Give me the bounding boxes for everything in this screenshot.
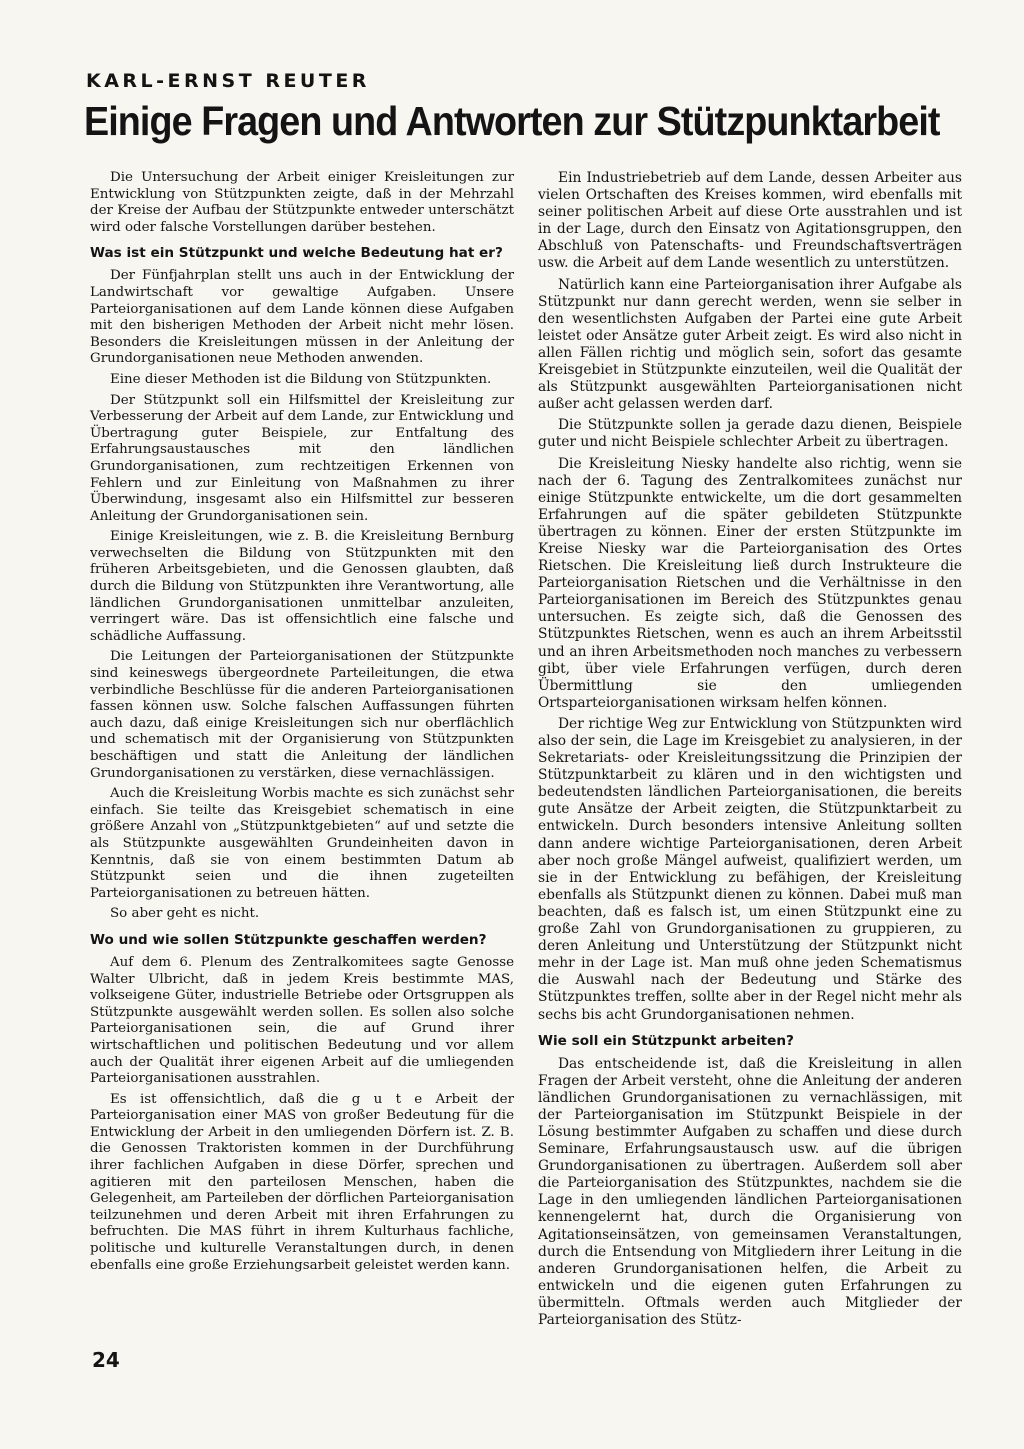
paragraph: Der Stützpunkt soll ein Hilfsmittel der Kreisleitung zur Verbesserung der Arbeit auf dem Lande, zur Entwicklung und Übertragung guter Beispiele, zur Entfaltung des Erfahrungsaustausches mit den ländlichen Grundorganisationen, zum rechtzeitigen Erkennen von Fehlern und zur Einleitung von Maßnahmen zu ihrer Überwindung, insgesamt also ein Hilfsmittel zur besseren Anleitung der Grundorganisationen sein.	[90, 392, 514, 524]
paragraph: Der richtige Weg zur Entwicklung von Stützpunkten wird also der sein, die Lage im Kreisgebiet zu analysieren, in der Sekretariats- oder Kreisleitungssitzung die Prinzipien der Stützpunktarbeit zu klären und in den wichtigsten und bedeutendsten ländlichen Parteiorganisationen, die bereits gute Ansätze der Arbeit zeigten, die Stützpunktarbeit zu entwickeln. Durch besonders intensive Anleitung sollten dann andere wichtige Parteiorganisationen, deren Arbeit aber noch große Mängel aufweist, qualifiziert werden, um sie in der Entwicklung zu befähigen, der Kreisleitung ebenfalls als Stützpunkt dienen zu können. Dabei muß man beachten, daß es falsch ist, um einen Stützpunkt eine zu große Zahl von Grundorganisationen zu gruppieren, zu deren Anleitung und Unterstützung der Stützpunkt nicht mehr in der Lage ist. Man muß ohne jeden Schematismus die Auswahl nach der Bedeutung und Stärke des Stützpunktes treffen, sollte aber in der Regel nicht mehr als sechs bis acht Grundorganisationen nehmen.	[538, 715, 962, 1023]
paragraph: Auch die Kreisleitung Worbis machte es sich zunächst sehr einfach. Sie teilte das Kreisgebiet schematisch in eine größere Anzahl von „Stützpunktgebieten“ auf und setzte die als Stützpunkte ausgewählten Grundeinheiten davon in Kenntnis, daß sie von einem bestimmten Datum ab Stützpunkt seien und die ihnen zugeteilten Parteiorganisationen zu betreuen hätten.	[90, 786, 514, 901]
paragraph: Einige Kreisleitungen, wie z. B. die Kreisleitung Bernburg verwechselten die Bildung von Stützpunkten mit den früheren Arbeitsgebieten, und die Genossen glaubten, daß durch die Bildung von Stützpunkten ihre Verantwortung, alle ländlichen Grundorganisationen unmittelbar anzuleiten, verringert wäre. Das ist offensichtlich eine falsche und schädliche Auffassung.	[90, 529, 514, 644]
author-name: KARL-ERNST REUTER	[86, 70, 370, 92]
section-heading: Wie soll ein Stützpunkt arbeiten?	[538, 1032, 794, 1049]
section-heading: Wo und wie sollen Stützpunkte geschaffen werden?	[90, 931, 487, 948]
left-column	[90, 170, 514, 1278]
paragraph: Es ist offensichtlich, daß die g u t e Arbeit der Parteiorganisation einer MAS von großer Bedeutung für die Entwicklung der Arbeit in den umliegenden Dörfern ist. Z. B. die Genossen Traktoristen kommen in der Durchführung ihrer fachlichen Aufgaben in diese Dörfer, sprechen und agitieren mit den parteilosen Menschen, haben die Gelegenheit, am Parteileben der dörflichen Parteiorganisation teilzunehmen und deren Arbeit mit ihren Erfahrungen zu befruchten. Die MAS führt in ihrem Kulturhaus fachliche, politische und kulturelle Veranstaltungen durch, in denen ebenfalls eine große Erziehungsarbeit geleistet werden kann.	[90, 1091, 514, 1273]
section-heading: Was ist ein Stützpunkt und welche Bedeutung hat er?	[90, 245, 503, 262]
paragraph: So aber geht es nicht.	[110, 906, 260, 922]
paragraph: Die Leitungen der Parteiorganisationen der Stützpunkte sind keineswegs übergeordnete Parteileitungen, die etwa verbindliche Beschlüsse für die anderen Parteiorganisationen fassen können usw. Solche falschen Auffassungen führten auch dazu, daß einige Kreisleitungen sich nur oberflächlich und schematisch mit der Organisierung von Stützpunkten beschäftigen und statt die Anleitung der ländlichen Grundorganisationen zu verstärken, diese vernachlässigen.	[90, 649, 514, 781]
page-number: 24	[92, 1348, 120, 1372]
paragraph: Der Fünfjahrplan stellt uns auch in der Entwicklung der Landwirtschaft vor gewaltige Aufgaben. Unsere Parteiorganisationen auf dem Lande können diese Aufgaben mit den bisherigen Methoden der Arbeit nicht mehr lösen. Besonders die Kreisleitungen müssen in der Anleitung der Grundorganisationen neue Methoden anwenden.	[90, 268, 514, 367]
paragraph: Die Untersuchung der Arbeit einiger Kreisleitungen zur Entwicklung von Stützpunkten zeigte, daß in der Mehrzahl der Kreise der Aufbau der Stützpunkte entweder unterschätzt wird oder falsche Vorstellungen darüber bestehen.	[90, 170, 514, 235]
paragraph: Ein Industriebetrieb auf dem Lande, dessen Arbeiter aus vielen Ortschaften des Kreises kommen, wird ebenfalls mit seiner politischen Arbeit auf diese Orte ausstrahlen und ist in der Lage, durch den Einsatz von Agitationsgruppen, den Abschluß von Patenschafts- und Freundschaftsverträgen usw. die Arbeit auf dem Lande wesentlich zu unterstützen.	[538, 170, 962, 272]
paragraph: Die Kreisleitung Niesky handelte also richtig, wenn sie nach der 6. Tagung des Zentralkomitees zunächst nur einige Stützpunkte entwickelte, um die dort gesammelten Erfahrungen auf die später gebildeten Stützpunkte übertragen zu können. Einer der ersten Stützpunkte im Kreise Niesky war die Parteiorganisation des Ortes Rietschen. Die Kreisleitung ließ durch Instrukteure die Parteiorganisation Rietschen und die Verhältnisse in den Parteiorganisationen im Bereich des Stützpunktes genau untersuchen. Es zeigte sich, daß die Genossen des Stützpunktes Rietschen, wenn es auch an ihrem Arbeitsstil und an ihren Arbeitsmethoden noch manches zu verbessern gibt, über viele Erfahrungen verfügen, durch deren Übermittlung sie den umliegenden Ortsparteiorganisationen wirksam helfen können.	[538, 455, 962, 711]
paragraph: Natürlich kann eine Parteiorganisation ihrer Aufgabe als Stützpunkt nur dann gerecht werden, wenn sie selber in den wesentlichsten Aufgaben der Partei eine gute Arbeit leistet oder Ansätze guter Arbeit zeigt. Es wird also nicht in allen Fällen richtig und möglich sein, sofort das gesamte Kreisgebiet in Stützpunkte einzuteilen, weil die Qualität der als Stützpunkt ausgewählten Parteiorganisationen nicht außer acht gelassen werden darf.	[538, 276, 962, 413]
article-headline: Einige Fragen und Antworten zur Stützpunktarbeit	[84, 98, 940, 144]
paragraph: Das entscheidende ist, daß die Kreisleitung in allen Fragen der Arbeit versteht, ohne die Anleitung der anderen ländlichen Grundorganisationen zu vernachlässigen, mit der Parteiorganisation im Stützpunkt Beispiele in der Lösung bestimmter Aufgaben zu schaffen und diese durch Seminare, Erfahrungsaustausch usw. auf die übrigen Grundorganisationen zu übertragen. Außerdem soll aber die Parteiorganisation des Stützpunktes, nachdem sie die Lage in den umliegenden ländlichen Parteiorganisationen kennengelernt hat, durch die Organisierung von Agitationseinsätzen, von gemeinsamen Veranstaltungen, durch die Entsendung von Mitgliedern ihrer Leitung in die anderen Grundorganisationen helfen, die Arbeit zu entwickeln und die eigenen guten Erfahrungen zu übermitteln. Oftmals werden auch Mitglieder der Parteiorganisation des Stütz-	[538, 1055, 962, 1328]
paragraph: Auf dem 6. Plenum des Zentralkomitees sagte Genosse Walter Ulbricht, daß in jedem Kreis bestimmte MAS, volkseigene Güter, industrielle Betriebe oder Ortsgruppen als Stützpunkte ausgewählt werden sollen. Es sollen also solche Parteiorganisationen sein, die auf Grund ihrer wirtschaftlichen und politischen Bedeutung und vor allem auch der Qualität ihrer eigenen Arbeit auf die umliegenden Parteiorganisationen ausstrahlen.	[90, 954, 514, 1087]
right-column	[538, 170, 962, 1333]
paragraph: Die Stützpunkte sollen ja gerade dazu dienen, Beispiele guter und nicht Beispiele schlechter Arbeit zu übertragen.	[538, 417, 962, 451]
paragraph: Eine dieser Methoden ist die Bildung von Stützpunkten.	[110, 371, 492, 387]
